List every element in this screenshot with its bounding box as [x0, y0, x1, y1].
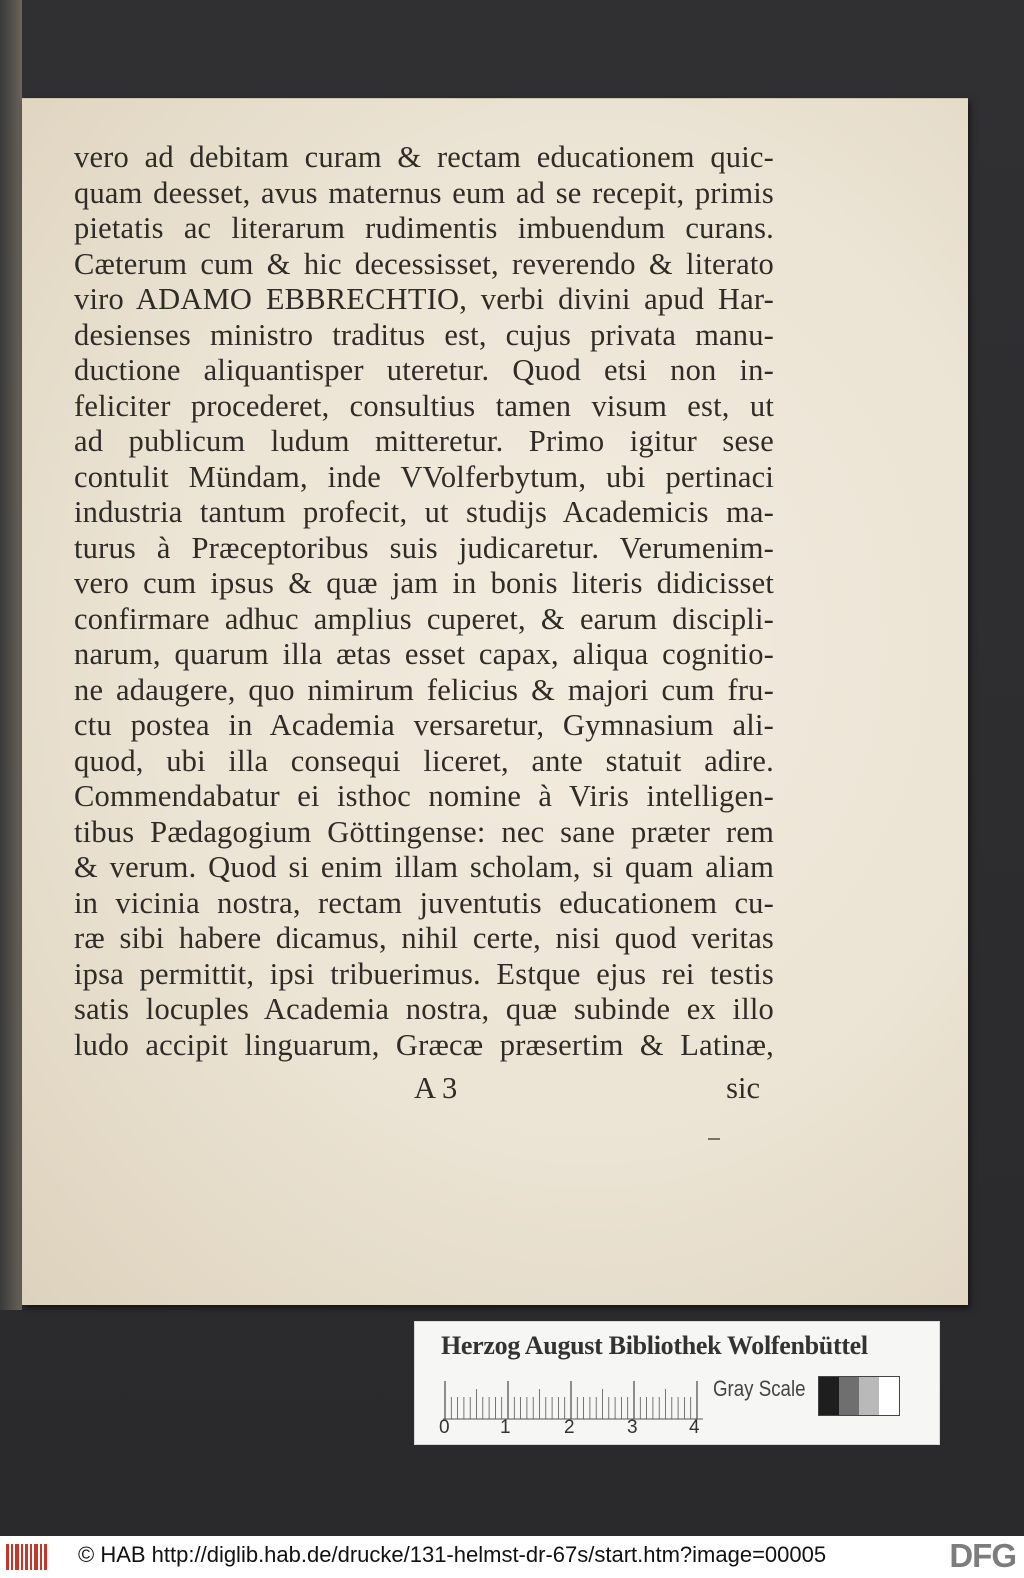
text-line: narum, quarum illa ætas esset capax, aliqua cognitio- — [74, 637, 774, 671]
text-line: Cæterum cum & hic decessisset, reverendo & literato — [74, 246, 774, 281]
text-line: pietatis ac literarum rudimentis imbuendum curans. — [74, 211, 774, 245]
logo-bar — [25, 1544, 28, 1570]
logo-bar — [30, 1544, 32, 1570]
gray-scale-label: Gray Scale — [713, 1376, 806, 1401]
text-line: Commendabatur ei isthoc nomine à Viris intelligen- — [74, 779, 774, 813]
source-url-text[interactable]: © HAB http://diglib.hab.de/drucke/131-helmst-dr-67s/start.htm?image=00005 — [78, 1542, 827, 1567]
text-line: vero ad debitam curam & rectam educationem quic- — [74, 140, 774, 174]
text-line: vero cum ipsus & quæ jam in bonis literis didicisset — [74, 566, 774, 600]
text-line: ductione aliquantisper uteretur. Quod etsi non in- — [74, 353, 774, 387]
text-line: in vicinia nostra, rectam juventutis educationem cu- — [74, 885, 774, 920]
left-page-edge — [0, 0, 22, 1310]
ruler-number: 1 — [500, 1417, 511, 1438]
logo-bar — [11, 1544, 13, 1570]
ruler-number: 2 — [564, 1417, 575, 1438]
text-line: & verum. Quod si enim illam scholam, si quam aliam — [74, 850, 774, 884]
catchword: sic — [726, 1071, 760, 1105]
text-line: contulit Mündam, inde VVolferbytum, ubi pertinaci — [74, 459, 774, 494]
text-line: satis locuples Academia nostra, quæ subinde ex illo — [74, 992, 774, 1026]
ruler-icon — [443, 1375, 703, 1421]
text-line: ctu postea in Academia versaretur, Gymnasium ali- — [74, 708, 774, 742]
logo-bar — [21, 1544, 23, 1570]
text-line: ræ sibi habere dicamus, nihil certe, nisi quod veritas — [74, 921, 774, 955]
text-line: feliciter procederet, consultius tamen visum est, ut — [74, 388, 774, 423]
page-footer — [74, 1071, 774, 1107]
text-line: industria tantum profecit, ut studijs Academicis ma- — [74, 495, 774, 529]
text-line: viro ADAMO EBBRECHTIO, verbi divini apud Har- — [74, 282, 774, 316]
gray-swatch — [839, 1377, 859, 1415]
calibration-card — [414, 1321, 940, 1445]
text-line: quam deesset, avus maternus eum ad se recepit, primis — [74, 175, 774, 210]
page-body-text — [74, 140, 774, 1063]
text-line: confirmare adhuc amplius cuperet, & earum discipli- — [74, 601, 774, 636]
gray-swatch — [859, 1377, 879, 1415]
text-line: ludo accipit linguarum, Græcæ præsertim & Latinæ, — [74, 1027, 774, 1062]
library-name: Herzog August Bibliothek Wolfenbüttel — [441, 1331, 868, 1360]
text-line: ipsa permittit, ipsi tribuerimus. Estque ejus rei testis — [74, 956, 774, 991]
barcode-logo-icon — [6, 1544, 48, 1570]
text-line: ne adaugere, quo nimirum felicius & majori cum fru- — [74, 672, 774, 707]
ruler-number: 4 — [689, 1417, 700, 1438]
status-bar — [0, 1536, 1024, 1578]
page-mark — [708, 1138, 720, 1140]
gray-scale-swatches — [818, 1376, 900, 1416]
logo-bar — [6, 1544, 9, 1570]
signature-mark: A 3 — [414, 1071, 458, 1105]
logo-bar — [40, 1544, 42, 1570]
text-line: desienses ministro traditus est, cujus privata manu- — [74, 317, 774, 352]
dfg-logo: DFG — [949, 1537, 1016, 1574]
ruler-number: 0 — [439, 1417, 450, 1438]
logo-bar — [34, 1544, 38, 1570]
text-line: quod, ubi illa consequi liceret, ante statuit adire. — [74, 743, 774, 778]
ruler-number: 3 — [627, 1417, 638, 1438]
logo-bar — [15, 1544, 19, 1570]
logo-bar — [44, 1544, 47, 1570]
gray-swatch — [879, 1377, 899, 1415]
gray-swatch — [819, 1377, 839, 1415]
text-line: tibus Pædagogium Göttingense: nec sane præter rem — [74, 814, 774, 849]
text-line: turus à Præceptoribus suis judicaretur. Verumenim- — [74, 530, 774, 565]
text-line: ad publicum ludum mitteretur. Primo igitur sese — [74, 424, 774, 458]
